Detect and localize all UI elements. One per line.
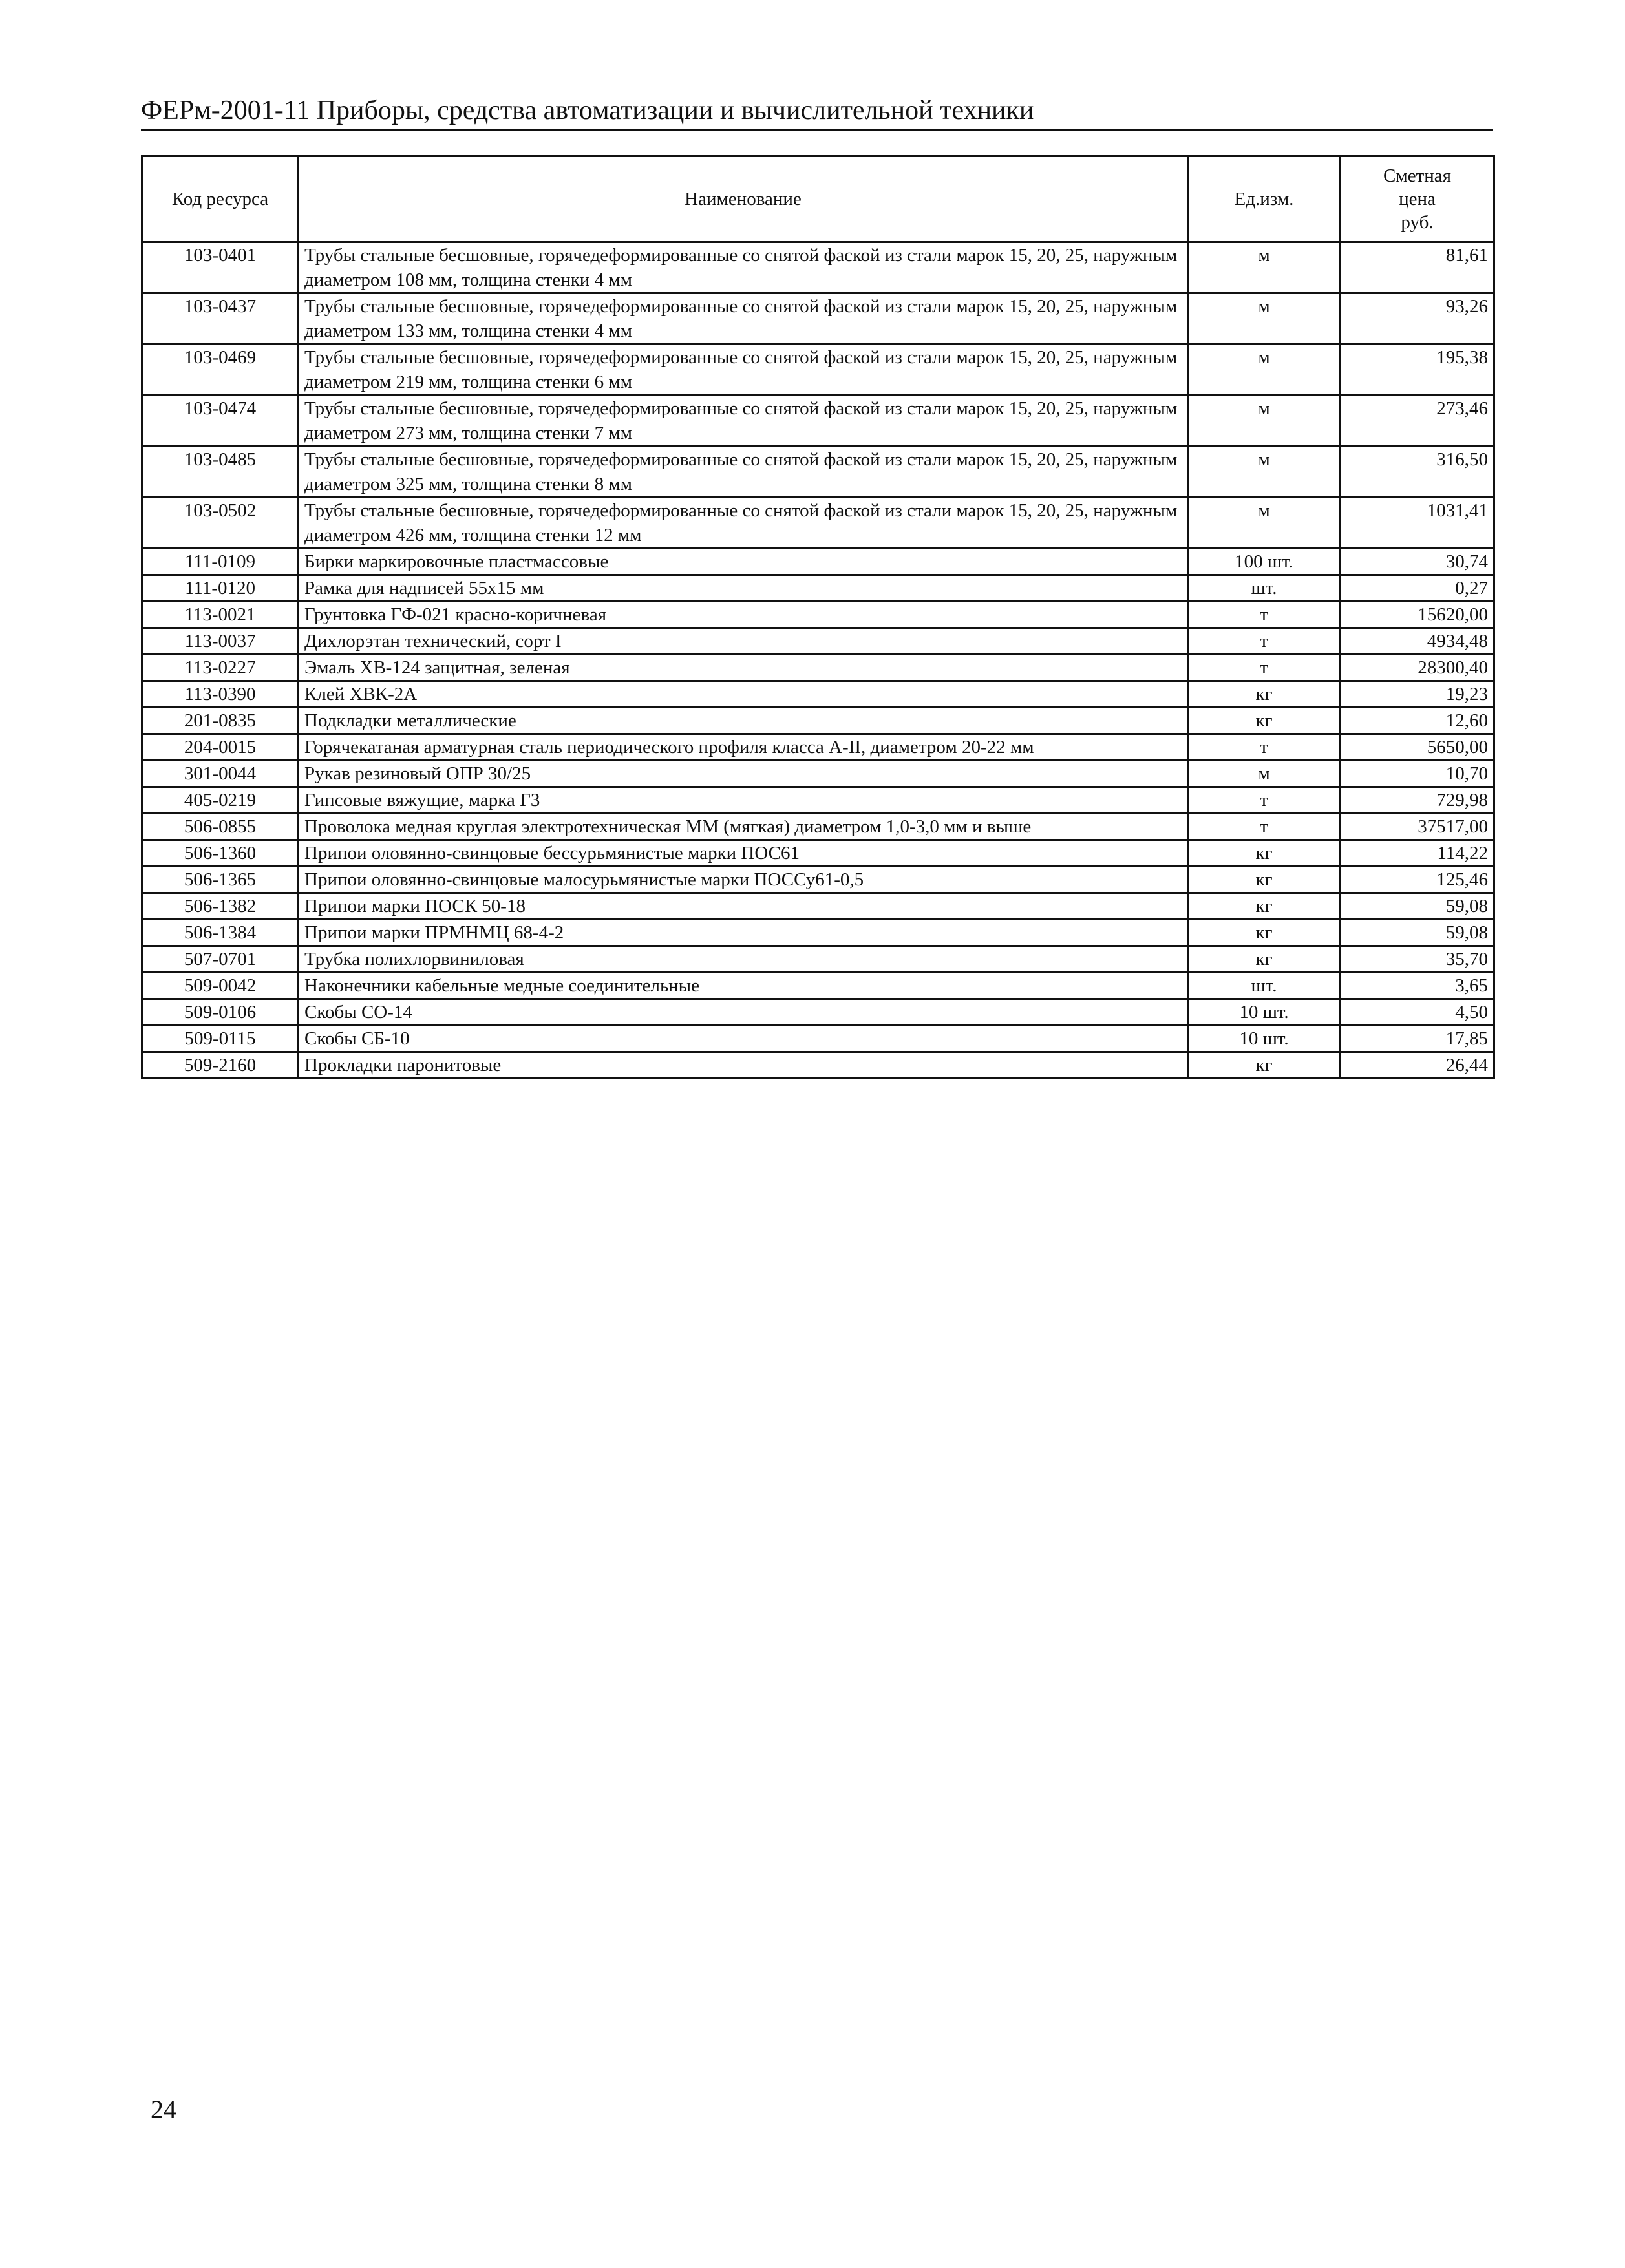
cell-price: 195,38	[1341, 344, 1494, 396]
cell-code: 111-0120	[142, 575, 299, 602]
cell-price: 28300,40	[1341, 655, 1494, 681]
header-rule	[141, 129, 1493, 131]
cell-price: 125,46	[1341, 867, 1494, 893]
table-row	[142, 761, 1494, 787]
cell-name: Рамка для надписей 55х15 мм	[299, 575, 1188, 602]
cell-name: Эмаль ХВ-124 защитная, зеленая	[299, 655, 1188, 681]
cell-price: 729,98	[1341, 787, 1494, 814]
cell-code: 506-0855	[142, 814, 299, 840]
cell-name: Скобы СО-14	[299, 999, 1188, 1026]
column-header-price-line-2: цена	[1399, 189, 1436, 209]
cell-unit: м	[1188, 396, 1341, 447]
cell-name: Горячекатаная арматурная сталь периодического профиля класса А-II, диаметром 20-22 мм	[299, 734, 1188, 761]
cell-code: 103-0474	[142, 396, 299, 447]
cell-code: 506-1382	[142, 893, 299, 920]
table-row	[142, 602, 1494, 628]
column-header-code: Код ресурса	[142, 156, 299, 242]
cell-unit: кг	[1188, 893, 1341, 920]
cell-code: 113-0227	[142, 655, 299, 681]
cell-code: 509-0106	[142, 999, 299, 1026]
cell-name: Скобы СБ-10	[299, 1026, 1188, 1052]
cell-code: 103-0485	[142, 447, 299, 498]
cell-name: Припои оловянно-свинцовые бессурьмянистые марки ПОС61	[299, 840, 1188, 867]
cell-code: 103-0502	[142, 498, 299, 549]
cell-name: Дихлорэтан технический, сорт I	[299, 628, 1188, 655]
table-row	[142, 242, 1494, 293]
column-header-price-line-1: Сметная	[1383, 165, 1451, 186]
table-row	[142, 973, 1494, 999]
table-row	[142, 575, 1494, 602]
table-row	[142, 681, 1494, 708]
table-row	[142, 867, 1494, 893]
cell-name: Клей ХВК-2А	[299, 681, 1188, 708]
cell-unit: шт.	[1188, 575, 1341, 602]
cell-name: Трубы стальные бесшовные, горячедеформированные со снятой фаской из стали марок 15, 20, 25, наружным диаметром 426 мм, толщина стенки 12 мм	[299, 498, 1188, 549]
cell-name: Припои марки ПОСК 50-18	[299, 893, 1188, 920]
column-header-unit: Ед.изм.	[1188, 156, 1341, 242]
cell-price: 19,23	[1341, 681, 1494, 708]
cell-name: Гипсовые вяжущие, марка Г3	[299, 787, 1188, 814]
cell-unit: кг	[1188, 867, 1341, 893]
cell-unit: шт.	[1188, 973, 1341, 999]
cell-code: 204-0015	[142, 734, 299, 761]
cell-name: Трубка полихлорвиниловая	[299, 946, 1188, 973]
table-row	[142, 498, 1494, 549]
cell-unit: т	[1188, 602, 1341, 628]
table-row	[142, 1052, 1494, 1079]
cell-unit: м	[1188, 344, 1341, 396]
table-row	[142, 814, 1494, 840]
table-row	[142, 655, 1494, 681]
cell-unit: м	[1188, 293, 1341, 344]
cell-code: 509-0115	[142, 1026, 299, 1052]
resources-table	[141, 155, 1495, 1079]
cell-name: Прокладки паронитовые	[299, 1052, 1188, 1079]
cell-price: 10,70	[1341, 761, 1494, 787]
page-number: 24	[151, 2095, 176, 2124]
cell-code: 506-1384	[142, 920, 299, 946]
cell-code: 201-0835	[142, 708, 299, 734]
cell-unit: кг	[1188, 946, 1341, 973]
cell-name: Наконечники кабельные медные соединительные	[299, 973, 1188, 999]
table-row	[142, 293, 1494, 344]
cell-price: 37517,00	[1341, 814, 1494, 840]
cell-unit: т	[1188, 734, 1341, 761]
cell-price: 59,08	[1341, 893, 1494, 920]
cell-unit: кг	[1188, 1052, 1341, 1079]
table-row	[142, 344, 1494, 396]
cell-code: 103-0437	[142, 293, 299, 344]
cell-code: 509-2160	[142, 1052, 299, 1079]
cell-unit: т	[1188, 628, 1341, 655]
cell-unit: м	[1188, 242, 1341, 293]
cell-price: 30,74	[1341, 549, 1494, 575]
cell-name: Припои оловянно-свинцовые малосурьмянистые марки ПОССу61-0,5	[299, 867, 1188, 893]
cell-name: Подкладки металлические	[299, 708, 1188, 734]
table-row	[142, 734, 1494, 761]
table-row	[142, 920, 1494, 946]
cell-price: 35,70	[1341, 946, 1494, 973]
table-row	[142, 1026, 1494, 1052]
cell-name: Трубы стальные бесшовные, горячедеформированные со снятой фаской из стали марок 15, 20, 25, наружным диаметром 219 мм, толщина стенки 6 мм	[299, 344, 1188, 396]
cell-price: 5650,00	[1341, 734, 1494, 761]
cell-price: 26,44	[1341, 1052, 1494, 1079]
table-row	[142, 946, 1494, 973]
cell-name: Трубы стальные бесшовные, горячедеформированные со снятой фаской из стали марок 15, 20, 25, наружным диаметром 108 мм, толщина стенки 4 мм	[299, 242, 1188, 293]
cell-code: 113-0390	[142, 681, 299, 708]
cell-price: 4934,48	[1341, 628, 1494, 655]
cell-unit: т	[1188, 655, 1341, 681]
cell-code: 506-1360	[142, 840, 299, 867]
page-header-title: ФЕРм-2001-11 Приборы, средства автоматизации и вычислительной техники	[141, 96, 1034, 125]
cell-name: Трубы стальные бесшовные, горячедеформированные со снятой фаской из стали марок 15, 20, 25, наружным диаметром 273 мм, толщина стенки 7 мм	[299, 396, 1188, 447]
cell-name: Грунтовка ГФ-021 красно-коричневая	[299, 602, 1188, 628]
cell-price: 4,50	[1341, 999, 1494, 1026]
cell-price: 0,27	[1341, 575, 1494, 602]
column-header-price-line-3: руб.	[1401, 212, 1434, 233]
table-row	[142, 893, 1494, 920]
cell-price: 17,85	[1341, 1026, 1494, 1052]
cell-unit: м	[1188, 761, 1341, 787]
cell-price: 15620,00	[1341, 602, 1494, 628]
table-row	[142, 549, 1494, 575]
cell-price: 114,22	[1341, 840, 1494, 867]
table-row	[142, 999, 1494, 1026]
cell-code: 509-0042	[142, 973, 299, 999]
cell-unit: кг	[1188, 681, 1341, 708]
cell-code: 405-0219	[142, 787, 299, 814]
cell-unit: м	[1188, 447, 1341, 498]
table-header-row	[142, 156, 1494, 242]
cell-code: 113-0037	[142, 628, 299, 655]
table-row	[142, 396, 1494, 447]
cell-unit: кг	[1188, 840, 1341, 867]
cell-code: 113-0021	[142, 602, 299, 628]
table-row	[142, 628, 1494, 655]
cell-price: 3,65	[1341, 973, 1494, 999]
table-row	[142, 447, 1494, 498]
cell-code: 506-1365	[142, 867, 299, 893]
cell-code: 111-0109	[142, 549, 299, 575]
column-header-name: Наименование	[299, 156, 1188, 242]
cell-name: Бирки маркировочные пластмассовые	[299, 549, 1188, 575]
cell-price: 59,08	[1341, 920, 1494, 946]
table-row	[142, 840, 1494, 867]
cell-unit: кг	[1188, 708, 1341, 734]
cell-unit: м	[1188, 498, 1341, 549]
cell-price: 12,60	[1341, 708, 1494, 734]
table-row	[142, 787, 1494, 814]
cell-price: 1031,41	[1341, 498, 1494, 549]
cell-code: 507-0701	[142, 946, 299, 973]
cell-unit: т	[1188, 787, 1341, 814]
cell-price: 93,26	[1341, 293, 1494, 344]
cell-unit: кг	[1188, 920, 1341, 946]
cell-unit: 100 шт.	[1188, 549, 1341, 575]
cell-unit: 10 шт.	[1188, 999, 1341, 1026]
cell-name: Трубы стальные бесшовные, горячедеформированные со снятой фаской из стали марок 15, 20, 25, наружным диаметром 133 мм, толщина стенки 4 мм	[299, 293, 1188, 344]
table-row	[142, 708, 1494, 734]
cell-code: 301-0044	[142, 761, 299, 787]
cell-code: 103-0401	[142, 242, 299, 293]
cell-price: 273,46	[1341, 396, 1494, 447]
cell-name: Проволока медная круглая электротехническая ММ (мягкая) диаметром 1,0-3,0 мм и выше	[299, 814, 1188, 840]
cell-unit: 10 шт.	[1188, 1026, 1341, 1052]
cell-name: Припои марки ПРМНМЦ 68-4-2	[299, 920, 1188, 946]
cell-unit: т	[1188, 814, 1341, 840]
cell-code: 103-0469	[142, 344, 299, 396]
cell-name: Рукав резиновый ОПР 30/25	[299, 761, 1188, 787]
cell-name: Трубы стальные бесшовные, горячедеформированные со снятой фаской из стали марок 15, 20, 25, наружным диаметром 325 мм, толщина стенки 8 мм	[299, 447, 1188, 498]
column-header-price	[1341, 156, 1494, 242]
cell-price: 81,61	[1341, 242, 1494, 293]
cell-price: 316,50	[1341, 447, 1494, 498]
